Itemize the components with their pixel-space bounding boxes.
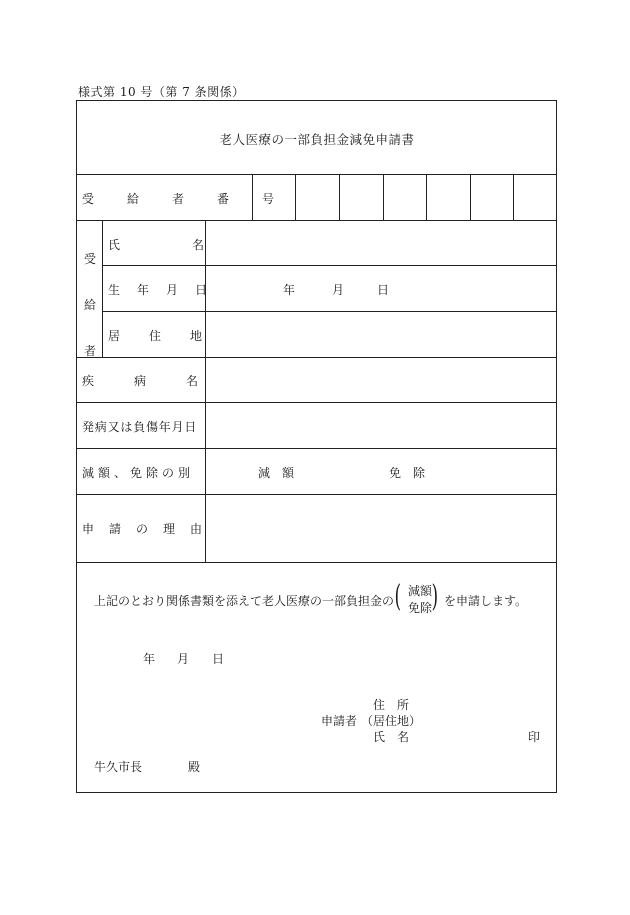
date-month: 月: [177, 652, 190, 666]
address-field[interactable]: [206, 312, 556, 356]
divider: [102, 265, 557, 266]
choice-bracket-left: (: [394, 579, 402, 614]
digit-box[interactable]: [339, 174, 340, 220]
type-label: 減額、免除の別: [82, 466, 195, 480]
applicant-address-label: 住 所: [373, 698, 410, 712]
onset-field[interactable]: [206, 403, 556, 447]
choice-exempt[interactable]: 免除: [408, 601, 433, 615]
name-field[interactable]: [206, 221, 556, 265]
declaration-text: 上記のとおり関係書類を添えて老人医療の一部負担金の: [94, 594, 395, 608]
birthdate-day: 日: [377, 283, 390, 297]
digit-box[interactable]: [470, 174, 471, 220]
recipient-number-label: 受給者番号: [82, 192, 308, 206]
birthdate-year: 年: [283, 283, 296, 297]
applicant-label: 申請者: [321, 714, 358, 728]
divider: [76, 562, 557, 563]
applicant-name-label: 氏 名: [373, 730, 410, 744]
choice-bracket-right: ): [431, 579, 439, 614]
date-year: 年: [143, 652, 156, 666]
addressee: 牛久市長: [94, 760, 143, 774]
honorific: 殿: [188, 760, 201, 774]
birthdate-month: 月: [332, 283, 345, 297]
seal-mark: 印: [528, 730, 541, 744]
digit-box[interactable]: [426, 174, 427, 220]
digit-box[interactable]: [513, 174, 514, 220]
form-number: 様式第 10 号（第 7 条関係）: [78, 85, 245, 99]
divider: [76, 174, 557, 175]
disease-label: 疾病名: [82, 374, 239, 388]
divider: [76, 448, 557, 449]
reason-label: 申請の理由: [82, 522, 218, 536]
residence-label: （居住地）: [361, 714, 422, 728]
type-option-exempt[interactable]: 免 除: [389, 466, 426, 480]
digit-box[interactable]: [383, 174, 384, 220]
type-option-reduce[interactable]: 減 額: [258, 466, 295, 480]
date-day: 日: [212, 652, 225, 666]
address-label: 居住地: [108, 329, 232, 343]
divider: [102, 220, 103, 357]
disease-field[interactable]: [206, 358, 556, 402]
declaration-text-end: を申請します。: [444, 594, 528, 608]
form-title: 老人医療の一部負担金減免申請書: [219, 132, 415, 147]
name-label: 氏名: [108, 238, 277, 252]
onset-label: 発病又は負傷年月日: [82, 420, 198, 434]
choice-reduce[interactable]: 減額: [408, 584, 433, 598]
reason-field[interactable]: [206, 495, 556, 561]
recipient-group-label: 受給者: [84, 252, 97, 358]
birthdate-label: 生年月日: [108, 283, 225, 297]
